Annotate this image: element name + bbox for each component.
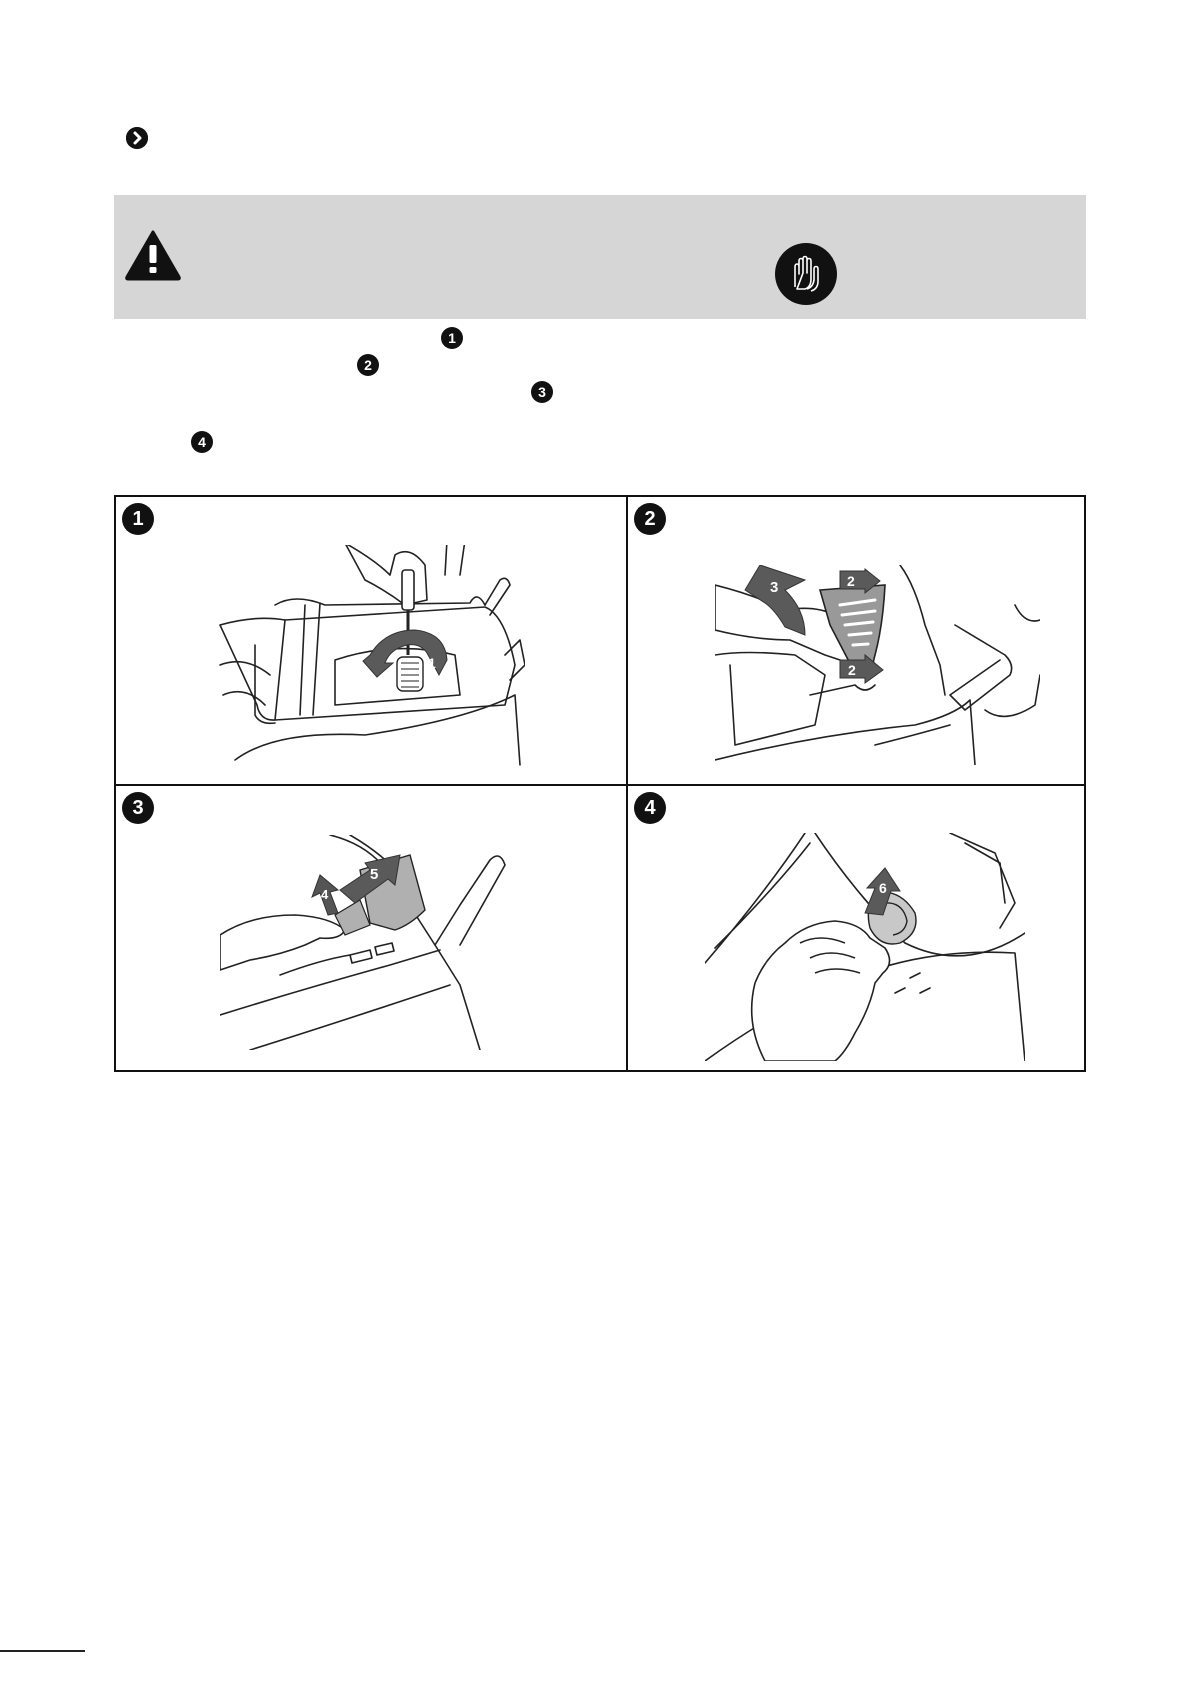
step-2-badge: 2 xyxy=(357,354,379,376)
chevron-right-circle-icon xyxy=(126,127,148,149)
gloves-icon xyxy=(775,243,837,310)
panel-4-illustration xyxy=(705,833,1025,1061)
panel-2-illustration xyxy=(715,565,1040,765)
step-3-badge: 3 xyxy=(531,381,553,403)
footer-rule xyxy=(0,1650,85,1652)
panel-3-arrow-label-a: 4 xyxy=(321,887,329,902)
panel-4-badge: 4 xyxy=(634,792,666,824)
panel-1-badge: 1 xyxy=(122,503,154,535)
panel-2-arrow-label-a: 3 xyxy=(770,579,779,596)
panel-1-illustration xyxy=(215,545,525,770)
panel-2-arrow-label-b: 2 xyxy=(847,573,855,589)
panel-3-arrow-label-b: 5 xyxy=(370,866,379,883)
step-4-badge: 4 xyxy=(191,431,213,453)
panel-3-badge: 3 xyxy=(122,792,154,824)
panel-1-arrow-label: 1 xyxy=(428,655,436,671)
grid-divider-horizontal xyxy=(114,784,1086,786)
panel-2-arrow-label-c: 2 xyxy=(848,662,856,678)
warning-triangle-icon xyxy=(124,229,182,286)
warning-box xyxy=(114,195,1086,319)
step-1-badge: 1 xyxy=(441,327,463,349)
panel-2-badge: 2 xyxy=(634,503,666,535)
panel-3-illustration xyxy=(220,835,520,1050)
panel-4-arrow-label: 6 xyxy=(879,880,887,896)
